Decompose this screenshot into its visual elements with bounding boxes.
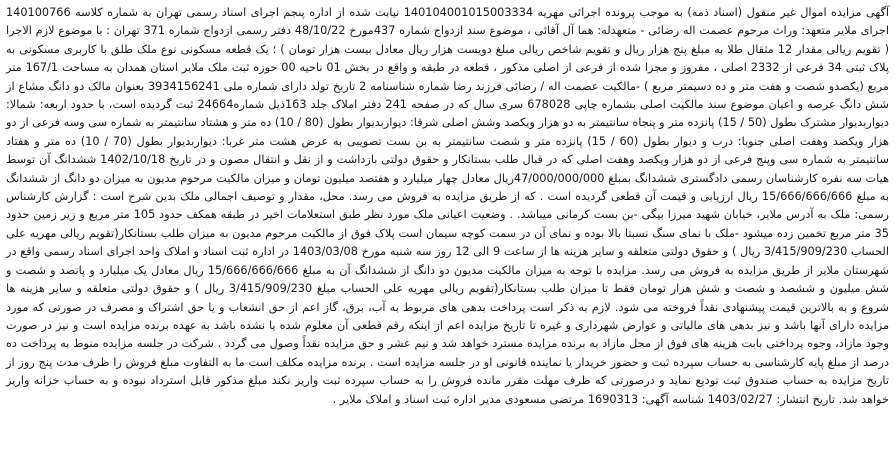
auction-notice-text: آگهی مزایده اموال غیر منقول (اسناد ذمه) به موجب پرونده اجرائی مهریه 140104001015003334 نیابت شده از اداره پنجم اجرای اسناد رسمی تهران به شماره کلاسه 140100766 اجرای ملایر متعهد: وراث مرحوم عصمت اله رضائی - متعهدله: هما آل آقائی ، موضوع سند ازدواج شماره 437مورخ 48/10/22 دفتر رسمی ازدواج شماره 371 تهران : با موضوع لازم الاجرا ( تقویم ریالی مقدار 12 مثقال طلا به مبلغ پنج هزار ریال و تقویم شاخص ریالی مبلغ دویست هزار ریال معادل بیست هزار تومان ) ؛ یک قطعه مسکونی نوع ملک طلق با کاربری مسکونی به پلاک ثبتی 34 فرعی از 2332 اصلی ، مفروز و مجزا شده از فرعی از اصلی مذکور ، قطعه در طبقه و واقع در بخش 01 ناحیه 00 حوزه ثبت ملک ملایر استان همدان به مساحت 167/1 متر مربع (یکصدو شصت و هفت متر و ده دسیمتر مربع ) -مالکیت عصمت اله / رضائی فرزند رضا شماره شناسنامه 2 تاریخ تولد دارای شماره ملی 3934156241 بعنوان مالک دو دانگ مشاع از شش دانگ عرصه و اعیان موضوع سند مالکیت اصلی بشماره چاپی 678028 سری سال که در صفحه 241 دفتر املاک جلد 163ذیل شماره24664 ثبت گردیده است، با حدود اربعه: شمالا: دیواربدیوار مشترک بطول (50 / 15) پانزده متر و پنجاه سانتیمتر به دو هزار ویکصد وشش اصلی شرقا: دیواربدیوار بطول (80 / 10) ده متر و هشتاد سانتیمتر به شماره سی وسه فرعی از دو هزار ویکصد وهفت اصلی جنوبا: درب و دیوار بطول (60 / 15) پانزده متر و شصت سانتیمتر به بن بست تصویبی به عرض هشت متر غربا: دیواربدیوار بطول (70 / 10) ده متر و هفتاد سانتیمتر به شماره سی وپنج فرعی از دو هزار ویکصد وهفت اصلی که در قبال طلب بستانکار و حقوق دولتی بازداشت و از نقل و انتقال مصون و در تاریخ 1402/10/18 ششدانگ آن توسط هیات سه نفره کارشناسان رسمی دادگستری ششدانگ بمبلغ 47/000/000/000ریال معادل چهار میلیارد و هفتصد میلیون تومان و میزان مالکیت مرحوم مدیون به میزان دو دانگ از ششدانگ به مبلغ 15/666/666/666 ریال ارزیابی و قیمت آن قطعی گردیده است . که از طریق مزایده به فروش می رسد. محل، مقدار و توصیف اجمالی ملک بدین شرح است : گزارش کارشناس رسمی: ملک به آدرس ملایر، خیابان شهید میرزا بیگی -بن بست کرمانی میباشد. . وضعیت اعیانی ملک مورد نظر طبق استعلامات اخیر در طبقه همکف حدود 105 متر مربع و زیر زمین حدود 35 متر مربع تخمین زده میشود -ملک با نمای سنگ نسبتا بالا بوده و نمای آن در سمت کوچه سیمان است پلاک فوق از مالکیت مرحوم مدیون به میزان طلب بستانکار(تقویم ریالی مهریه علی الحساب 3/415/909/230 ریال ) و حقوق دولتی متعلقه و سایر هزینه ها از ساعت 9 الی 12 روز سه شنبه مورخ 1403/03/08 در اداره ثبت اسناد و املاک واحد اجرای اسناد رسمی واقع در شهرستان ملایر از طریق مزایده به فروش می رسد. مزایده با توجه به میزان مالکیت مدیون دو دانگ از ششدانگ آن به مبلغ 15/666/666/666 ریال معادل یک میلیارد و پانصد و شصت و شش میلیون و ششصد و شصت و شش هزار تومان فقط تا میزان طلب بستانکار(تقویم ریالی مهریه علی الحساب مبلغ 3/415/909/230 ریال ) و حقوق دولتی متعلقه و سایر هزینه ها شروع و به بالاترین قیمت پیشنهادی نقداً فروخته می شود. لازم به ذکر است پرداخت بدهی های مربوط به آب، برق، گاز اعم از حق انشعاب و یا حق اشتراک و مصرف در صورتی که مورد مزایده دارای آنها باشد و نیز بدهی های مالیاتی و عوارض شهرداری و غیره تا تاریخ مزایده اعم از اینکه رقم قطعی آن معلوم شده یا نشده باشد به عهده برنده مزایده است و نیز در صورت وجود مازاد، وجوه پرداختی بابت هزینه های فوق از محل مازاد به برنده مزایده مسترد خواهد شد و نیم عشر و حق مزایده نقداً وصول می گردد . شرکت در جلسه مزایده منوط به پرداخت ده درصد از مبلغ پایه کارشناسی به حساب سپرده ثبت و حضور خریدار یا نماینده قانونی او در جلسه مزایده است . برنده مزایده مکلف است ما به التفاوت مبلغ فروش را ظرف مدت پنج روز از تاریخ مزایده به حساب صندوق ثبت تودیع نماید و درصورتی که ظرف مهلت مقرر مانده فروش را به حساب سپرده ثبت واریز نکند مبلغ مذکور قابل استرداد نبوده و به حساب خزانه واریز خواهد شد. تاریخ انتشار: 1403/02/27 شناسه آگهی: 1690313 مرتضی مسعودی مدیر اداره ثبت اسناد و املاک ملایر . xyxy=(6,6,890,406)
